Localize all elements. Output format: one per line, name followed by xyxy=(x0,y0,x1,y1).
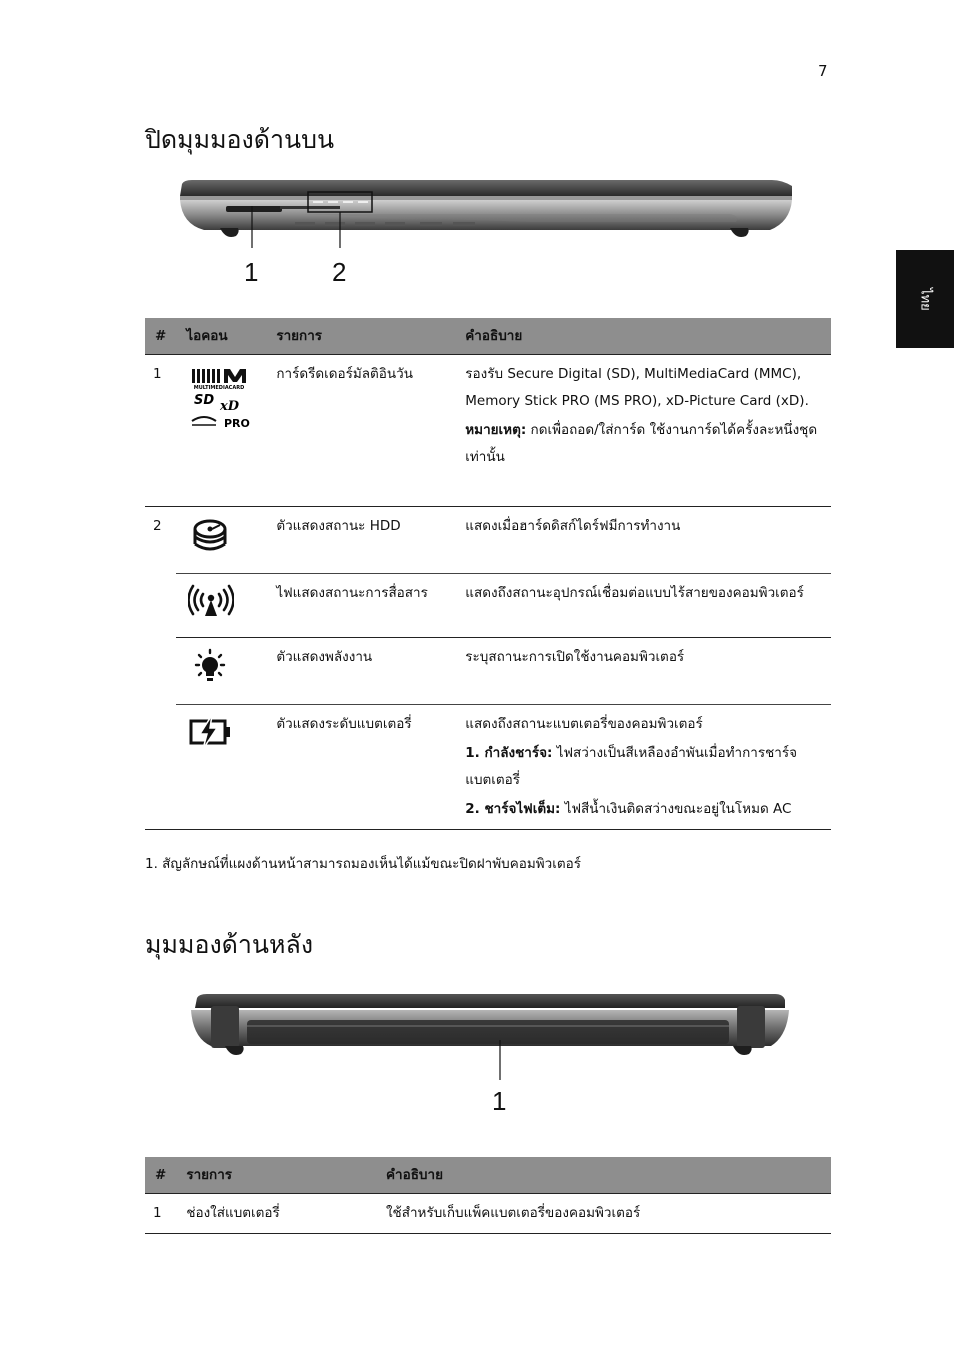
column-header-description: คำอธิบาย xyxy=(455,318,831,355)
rear-view-title: มุมมองด้านหลัง xyxy=(145,930,314,959)
battery-charge-icon xyxy=(176,705,266,830)
row-number: 2 xyxy=(145,507,176,574)
table-row xyxy=(145,355,831,507)
icon-text-pro: PRO xyxy=(224,417,251,430)
table-row xyxy=(145,705,831,830)
column-header-number: # xyxy=(145,318,176,355)
row-number: 1 xyxy=(153,366,162,382)
full-charge-point xyxy=(465,796,821,823)
memory-card-logos-icon xyxy=(176,355,266,507)
point-text: ไฟสีน้ำเงินติดสว่างขณะอยู่ในโหมด AC xyxy=(560,801,792,817)
front-view-table xyxy=(145,318,831,830)
laptop-front-illustration xyxy=(170,178,800,248)
laptop-rear-illustration xyxy=(185,990,795,1080)
item-description: แสดงถึงสถานะอุปกรณ์เชื่อมต่อแบบไร้สายของคอมพิวเตอร์ xyxy=(455,574,831,638)
column-header-item: รายการ xyxy=(266,318,455,355)
row-number xyxy=(145,574,176,638)
table-row xyxy=(145,638,831,705)
icon-text-sd: SD xyxy=(194,393,215,408)
item-name: ตัวแสดงระดับแบตเตอรี่ xyxy=(266,705,455,830)
table-row xyxy=(145,1194,831,1234)
item-description: ระบุสถานะการเปิดใช้งานคอมพิวเตอร์ xyxy=(455,638,831,705)
table-row xyxy=(145,574,831,638)
footnote: 1. สัญลักษณ์ที่แผงด้านหน้าสามารถมองเห็นได้แม้ขณะปิดฝาพับคอมพิวเตอร์ xyxy=(145,856,581,872)
column-header-item: รายการ xyxy=(176,1157,376,1194)
front-callout-1: 1 xyxy=(244,257,259,287)
column-header-number: # xyxy=(145,1157,176,1194)
item-description: ใช้สำหรับเก็บแพ็คแบตเตอรี่ของคอมพิวเตอร์ xyxy=(376,1194,831,1234)
language-side-tab xyxy=(896,250,954,348)
icon-text-xd: xD xyxy=(220,399,240,414)
column-header-description: คำอธิบาย xyxy=(376,1157,831,1194)
point-label: 1. กำลังชาร์จ: xyxy=(465,745,553,761)
note-label: หมายเหตุ: xyxy=(465,422,527,438)
front-callout-2: 2 xyxy=(332,257,347,287)
row-number: 1 xyxy=(145,1194,176,1234)
item-name: ช่องใส่แบตเตอรี่ xyxy=(176,1194,376,1234)
item-name: ไฟแสดงสถานะการสื่อสาร xyxy=(266,574,455,638)
description-text: แสดงถึงสถานะแบตเตอรี่ของคอมพิวเตอร์ xyxy=(465,716,703,732)
note-text: กดเพื่อถอด/ใส่การ์ด ใช้งานการ์ดได้ครั้งละหนึ่งชุดเท่านั้น xyxy=(465,422,818,465)
page-number: 7 xyxy=(818,62,828,80)
description-text: รองรับ Secure Digital (SD), MultiMediaCard (MMC), Memory Stick PRO (MS PRO), xD-Picture Card (xD). xyxy=(465,366,809,409)
item-name: การ์ดรีดเดอร์มัลติอินวัน xyxy=(276,366,413,382)
language-label: ไทย xyxy=(917,287,933,311)
rear-callout-1: 1 xyxy=(492,1086,507,1116)
column-header-icon: ไอคอน xyxy=(176,318,266,355)
item-name: ตัวแสดงพลังงาน xyxy=(266,638,455,705)
table-row xyxy=(145,507,831,574)
point-text: ไฟสว่างเป็นสีเหลืองอำพันเมื่อทำการชาร์จแบตเตอรี่ xyxy=(465,745,798,788)
rear-view-table xyxy=(145,1157,831,1234)
hdd-icon xyxy=(176,507,266,574)
icon-text-mmc: MULTIMEDIACARD xyxy=(194,385,245,391)
wireless-icon xyxy=(176,574,266,638)
item-description xyxy=(455,355,831,507)
row-number xyxy=(145,705,176,830)
front-view-title: ปิดมุมมองด้านบน xyxy=(145,125,335,154)
item-description: แสดงเมื่อฮาร์ดดิสก์ไดร์ฟมีการทำงาน xyxy=(455,507,831,574)
item-description xyxy=(455,705,831,830)
item-name: ตัวแสดงสถานะ HDD xyxy=(266,507,455,574)
note xyxy=(465,417,821,471)
row-number xyxy=(145,638,176,705)
point-label: 2. ชาร์จไฟเต็ม: xyxy=(465,801,561,817)
power-bulb-icon xyxy=(176,638,266,705)
charging-point xyxy=(465,740,821,794)
